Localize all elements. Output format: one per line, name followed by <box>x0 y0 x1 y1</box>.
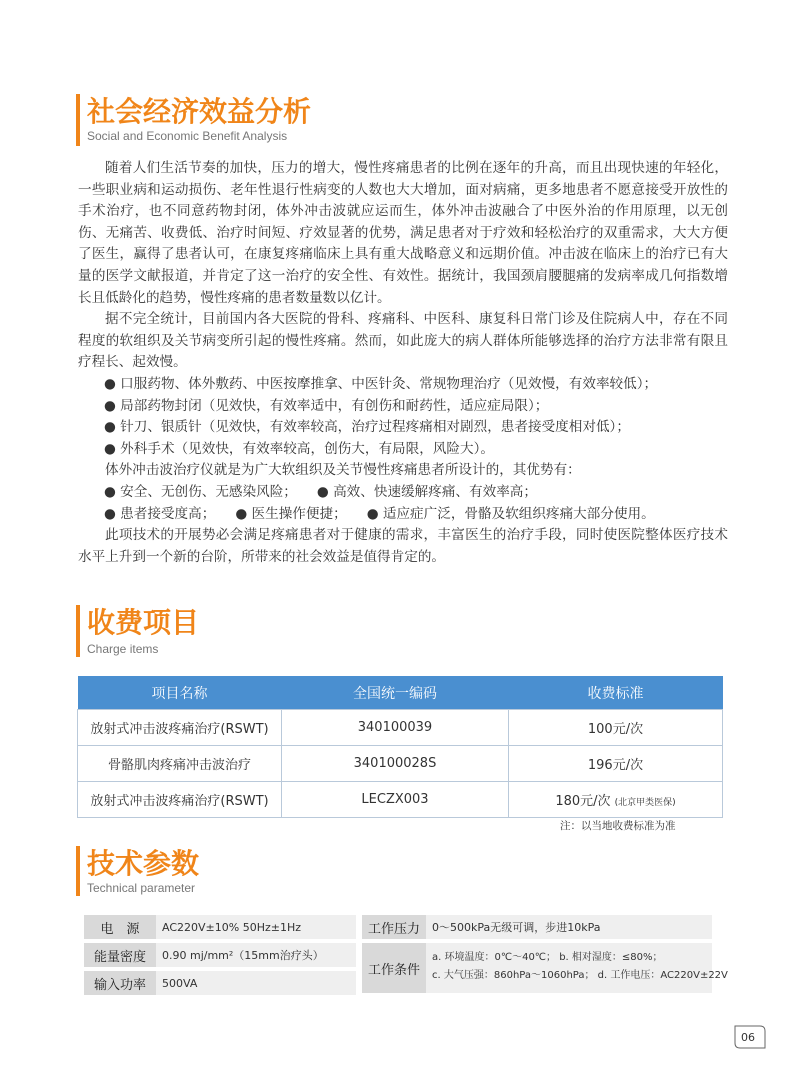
param-value-energy: 0.90 mj/mm²（15mm治疗头） <box>156 943 356 967</box>
list-item: ● 高效、快速缓解疼痛、有效率高； <box>316 483 537 500</box>
param-value-pressure: 0～500kPa无级可调，步进10kPa <box>426 915 712 939</box>
param-label-input: 输入功率 <box>84 971 156 995</box>
column-header: 项目名称 <box>78 676 282 710</box>
param-label-conditions: 工作条件 <box>362 943 426 993</box>
table-row <box>78 746 723 782</box>
advantage-row <box>78 504 728 526</box>
section-title: 收费项目 <box>87 606 200 639</box>
list-item: ● 医生操作便捷； <box>235 505 347 522</box>
code-cell: 340100039 <box>282 710 509 746</box>
section-subtitle: Charge items <box>87 642 159 656</box>
item-name-cell: 放射式冲击波疼痛治疗(RSWT) <box>78 710 282 746</box>
param-label-power: 电 源 <box>84 915 156 939</box>
page-number-badge <box>732 1024 768 1050</box>
condition-line: a. 环境温度：0℃～40℃； b. 相对湿度：≤80%； <box>432 952 663 963</box>
section-subtitle: Technical parameter <box>87 881 196 895</box>
list-item: ● 口服药物、体外敷药、中医按摩推拿、中医针灸、常规物理治疗（见效慢，有效率较低）； <box>104 375 658 392</box>
fee-cell <box>509 782 723 818</box>
list-item: ● 患者接受度高； <box>104 505 216 522</box>
list-item: ● 适应症广泛，骨骼及软组织疼痛大部分使用。 <box>366 505 655 522</box>
table-header-row <box>78 676 723 710</box>
advantage-row <box>78 482 728 504</box>
item-name-cell: 骨骼肌肉疼痛冲击波治疗 <box>78 746 282 782</box>
fee-value: 180元/次 <box>555 794 611 809</box>
item-name-cell: 放射式冲击波疼痛治疗(RSWT) <box>78 782 282 818</box>
charge-note: 注：以当地收费标准为准 <box>560 820 676 832</box>
fee-cell: 196元/次 <box>509 746 723 782</box>
fee-note: (北京甲类医保) <box>614 798 676 808</box>
section-title: 社会经济效益分析 <box>87 95 312 128</box>
section-title: 技术参数 <box>87 847 200 880</box>
param-value-conditions <box>426 943 728 993</box>
paragraph: 体外冲击波治疗仪就是为广大软组织及关节慢性疼痛患者所设计的，其优势有： <box>105 462 581 479</box>
code-cell: LECZX003 <box>282 782 509 818</box>
param-value-input: 500VA <box>156 971 356 995</box>
column-header: 全国统一编码 <box>282 676 509 710</box>
page-number: 06 <box>741 1031 755 1044</box>
fee-cell: 100元/次 <box>509 710 723 746</box>
code-cell: 340100028S <box>282 746 509 782</box>
social-benefit-text <box>78 158 728 568</box>
list-item: ● 局部药物封闭（见效快，有效率适中，有创伤和耐药性，适应症局限）； <box>104 397 549 414</box>
section-subtitle: Social and Economic Benefit Analysis <box>87 129 288 143</box>
charge-table <box>77 676 723 818</box>
paragraph: 随着人们生活节奏的加快，压力的增大，慢性疼痛患者的比例在逐年的升高，而且出现快速的年轻化，一些职业病和运动损伤、老年性退行性病变的人数也大大增加，面对病痛，更多地患者不愿意接受开放性的手术治疗，也不同意药物封闭，体外冲击波就应运而生，体外冲击波融合了中医外治的作用原理，以无创伤、无痛苦、收费低、治疗时间短、疗效显著的优势，满足患者对于疗效和轻松治疗的双重需求，大大方便了医生，赢得了患者认可，在康复疼痛临床上具有重大战略意义和远期价值。冲击波在临床上的治疗已有大量的医学文献报道，并肯定了这一治疗的安全性、有效性。据统计，我国颈肩腰腿痛的发病率成几何指数增长且低龄化的趋势，慢性疼痛的患者数量数以亿计。 <box>78 160 728 306</box>
column-header: 收费标准 <box>509 676 723 710</box>
condition-line: c. 大气压强：860hPa～1060hPa； d. 工作电压：AC220V±22V <box>432 970 728 981</box>
list-item: ● 外科手术（见效快，有效率较高，创伤大，有局限，风险大）。 <box>104 440 495 457</box>
accent-bar <box>76 846 80 896</box>
param-label-pressure: 工作压力 <box>362 915 426 939</box>
accent-bar <box>76 605 80 657</box>
table-row <box>78 782 723 818</box>
paragraph: 据不完全统计，目前国内各大医院的骨科、疼痛科、中医科、康复科日常门诊及住院病人中，存在不同程度的软组织及关节病变所引起的慢性疼痛。然而，如此庞大的病人群体所能够选择的治疗方法非常有限且疗程长、起效慢。 <box>78 311 728 371</box>
param-label-energy: 能量密度 <box>84 943 156 967</box>
list-item: ● 安全、无创伤、无感染风险； <box>104 483 297 500</box>
param-value-power: AC220V±10% 50Hz±1Hz <box>156 915 356 939</box>
table-row <box>78 710 723 746</box>
list-item: ● 针刀、银质针（见效快，有效率较高，治疗过程疼痛相对剧烈，患者接受度相对低）； <box>104 419 630 436</box>
accent-bar <box>76 94 80 146</box>
paragraph: 此项技术的开展势必会满足疼痛患者对于健康的需求，丰富医生的治疗手段，同时使医院整体医疗技术水平上升到一个新的台阶，所带来的社会效益是值得肯定的。 <box>78 527 728 565</box>
